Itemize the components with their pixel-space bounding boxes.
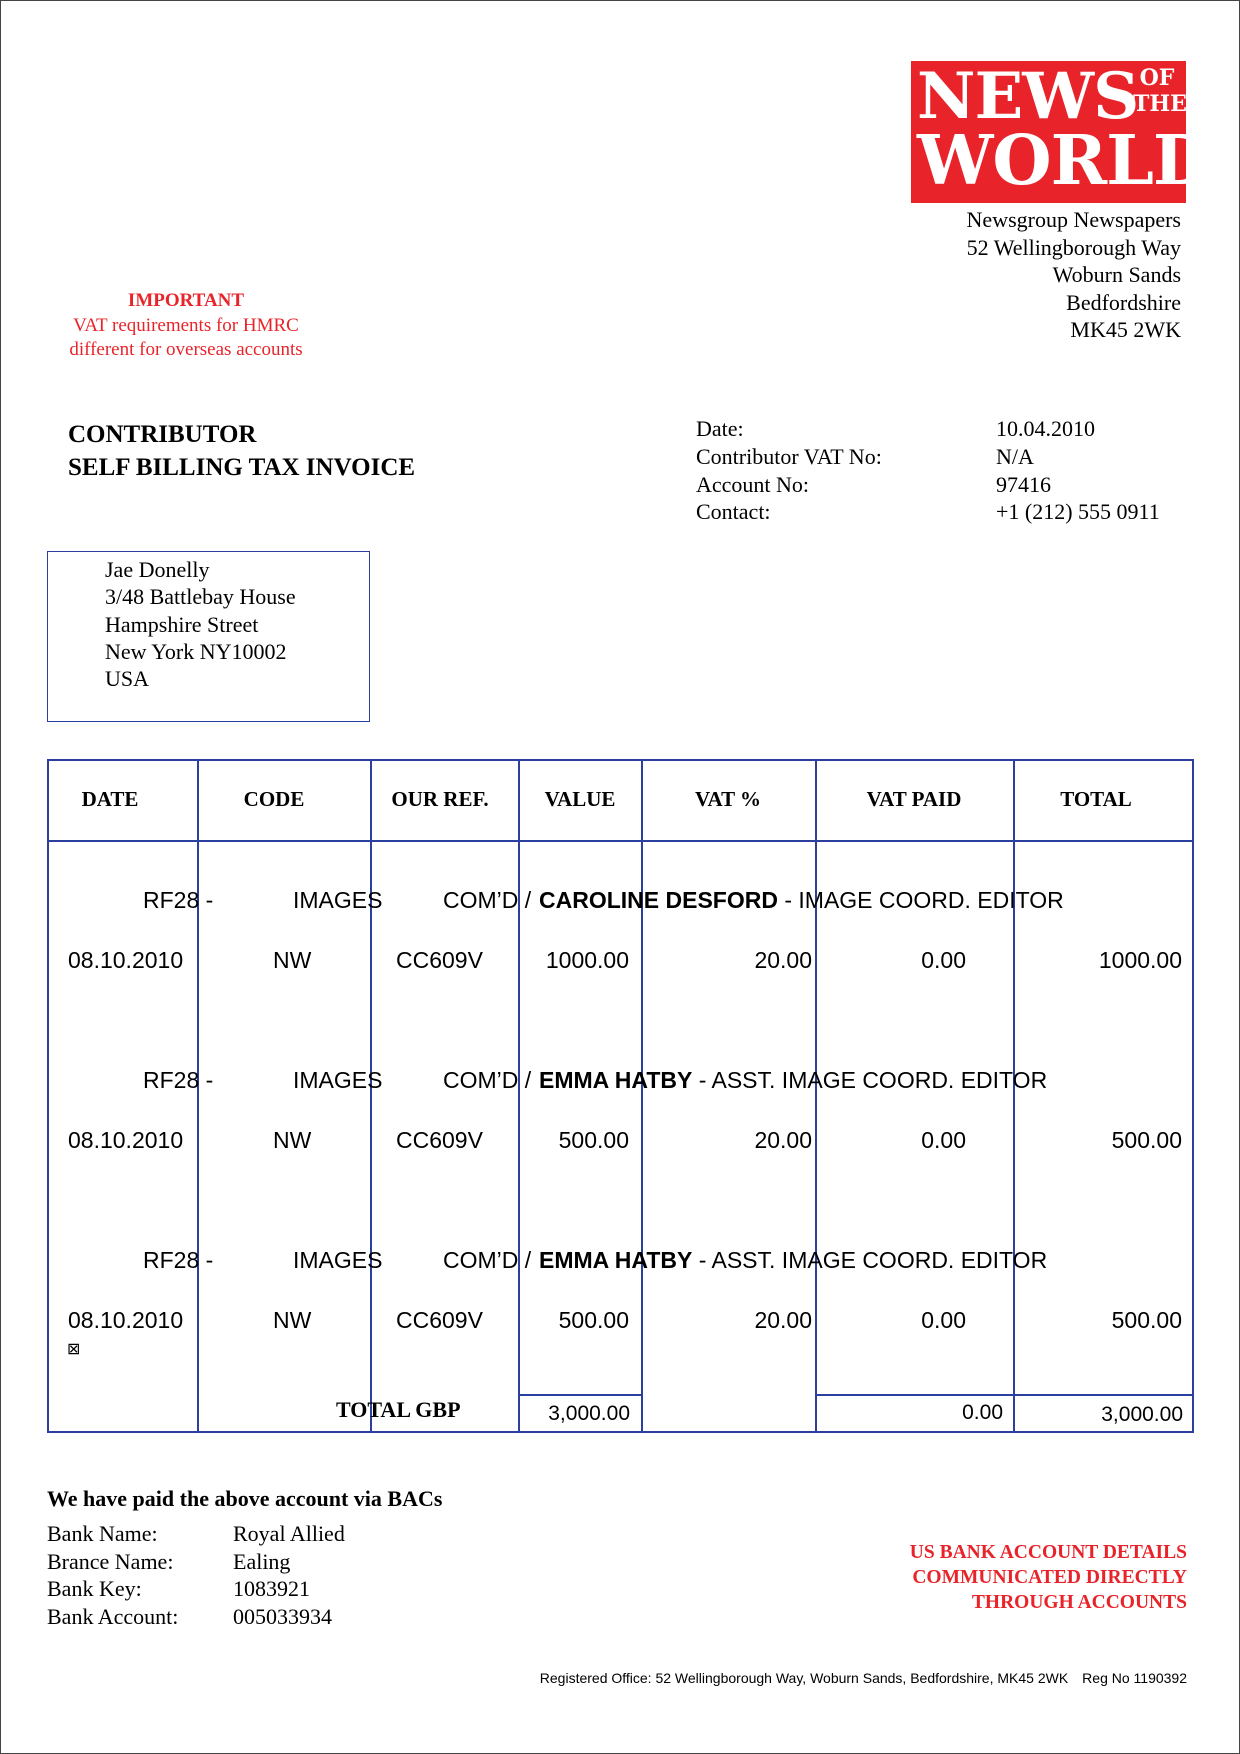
row-value: 500.00 (558, 1307, 629, 1333)
meta-label: Contributor VAT No: (696, 443, 882, 469)
company-address (967, 206, 1181, 344)
desc-person (539, 1067, 1047, 1093)
recipient-address (105, 556, 296, 692)
payment-heading: We have paid the above account via BACs (47, 1486, 443, 1511)
total-value: 3,000.00 (548, 1402, 630, 1425)
desc-person (539, 1247, 1047, 1273)
desc-role: - ASST. IMAGE COORD. EDITOR (692, 1247, 1048, 1273)
table-border-top (47, 759, 1194, 761)
row-ref: CC609V (396, 1127, 483, 1153)
meta-row-contact (696, 498, 1160, 526)
meta-row-vat (696, 443, 1160, 471)
desc-images: IMAGES (293, 1067, 383, 1093)
desc-prefix: RF28 - (143, 1067, 214, 1093)
header-vat-paid: VAT PAID (866, 787, 962, 811)
bank-row (47, 1575, 345, 1603)
meta-label: Account No: (696, 471, 810, 497)
desc-comd: COM’D / (443, 1067, 532, 1093)
footer (540, 1670, 1187, 1686)
row-total: 500.00 (1111, 1127, 1182, 1153)
header-date: DATE (81, 787, 139, 811)
row-date: 08.10.2010 (68, 947, 184, 973)
row-vat-paid: 0.00 (921, 1307, 966, 1333)
row-vat-pct: 20.00 (754, 1127, 812, 1153)
bank-details (47, 1520, 345, 1630)
meta-value: N/A (996, 443, 1034, 469)
row-vat-pct: 20.00 (754, 947, 812, 973)
desc-prefix: RF28 - (143, 887, 214, 913)
row-total: 1000.00 (1098, 947, 1182, 973)
company-address-line: Woburn Sands (1052, 262, 1181, 287)
registered-office: Registered Office: 52 Wellingborough Way, Woburn Sands, Bedfordshire, MK45 2WK (539, 1670, 1069, 1686)
meta-value: 97416 (996, 471, 1051, 497)
meta-row-date (696, 415, 1160, 443)
total-total: 3,000.00 (1101, 1403, 1183, 1426)
row-ref: CC609V (396, 947, 483, 973)
important-line: different for overseas accounts (69, 339, 303, 360)
logo-of: OF (1139, 65, 1175, 91)
bank-row (47, 1603, 345, 1631)
recipient-line: USA (105, 666, 150, 692)
table-header-divider (47, 840, 1194, 842)
meta-label: Contact: (696, 499, 771, 525)
desc-images: IMAGES (293, 1247, 383, 1273)
row-vat-paid: 0.00 (921, 1127, 966, 1153)
logo-line-2: WORLD (917, 121, 1211, 201)
company-address-line: 52 Wellingborough Way (966, 234, 1181, 260)
desc-role: - ASST. IMAGE COORD. EDITOR (692, 1067, 1048, 1093)
bank-value: 1083921 (233, 1576, 310, 1601)
bank-label: Brance Name: (47, 1548, 174, 1574)
company-address-line: Bedfordshire (1066, 289, 1181, 315)
recipient-address-box (47, 551, 370, 722)
total-vat-paid: 0.00 (962, 1401, 1003, 1424)
desc-prefix: RF28 - (143, 1247, 214, 1273)
us-note-line: US BANK ACCOUNT DETAILS (909, 1542, 1187, 1563)
invoice-title-line-2: SELF BILLING TAX INVOICE (68, 454, 416, 481)
important-note (41, 289, 331, 363)
desc-comd: COM’D / (443, 887, 532, 913)
logo-line-1: NEWS (917, 59, 1139, 134)
row-code: NW (273, 1307, 312, 1333)
header-vat-pct: VAT % (695, 787, 761, 811)
bank-row (47, 1520, 345, 1548)
row-glyph: ⊠ (67, 1341, 81, 1358)
desc-name: CAROLINE DESFORD (539, 887, 778, 913)
total-cell-top (518, 1394, 642, 1396)
us-note-line: COMMUNICATED DIRECTLY (912, 1567, 1187, 1588)
bank-label: Bank Key: (47, 1576, 142, 1601)
registration-number: Reg No 1190392 (1082, 1670, 1187, 1686)
table-border-right (1192, 759, 1194, 1433)
invoice-meta (696, 415, 1160, 526)
table-col-divider (197, 759, 199, 1433)
table-border-left (47, 759, 49, 1433)
company-address-line: MK45 2WK (1070, 317, 1181, 342)
row-vat-pct: 20.00 (754, 1307, 812, 1333)
us-bank-note (910, 1540, 1187, 1615)
row-date: 08.10.2010 (68, 1307, 184, 1333)
recipient-line: 3/48 Battlebay House (105, 584, 296, 610)
row-ref: CC609V (396, 1307, 483, 1333)
row-value: 500.00 (558, 1127, 629, 1153)
desc-name: EMMA HATBY (539, 1067, 693, 1093)
bank-row (47, 1548, 345, 1576)
meta-label: Date: (696, 416, 744, 441)
table-border-bottom (47, 1431, 1194, 1433)
invoice-title-line-1: CONTRIBUTOR (68, 421, 257, 448)
row-code: NW (273, 947, 312, 973)
row-date: 08.10.2010 (68, 1127, 184, 1153)
recipient-line: Hampshire Street (105, 611, 259, 637)
desc-images: IMAGES (293, 887, 383, 913)
recipient-line: Jae Donelly (105, 557, 210, 582)
important-line: VAT requirements for HMRC (73, 314, 299, 336)
row-code: NW (273, 1127, 312, 1153)
news-of-the-world-logo (911, 59, 1211, 203)
invoice-title (68, 418, 415, 484)
total-label: TOTAL GBP (336, 1397, 461, 1422)
desc-role: - IMAGE COORD. EDITOR (777, 887, 1064, 913)
row-vat-paid: 0.00 (921, 947, 966, 973)
bank-value: Ealing (233, 1548, 291, 1574)
meta-value: +1 (212) 555 0911 (996, 499, 1160, 525)
header-value: VALUE (544, 787, 616, 811)
bank-value: Royal Allied (233, 1521, 345, 1546)
logo-the: THE (1133, 91, 1187, 117)
company-address-line: Newsgroup Newspapers (966, 207, 1181, 232)
header-code: CODE (243, 787, 305, 811)
header-our-ref: OUR REF. (391, 787, 489, 811)
header-total: TOTAL (1060, 787, 1132, 811)
meta-value: 10.04.2010 (996, 416, 1095, 441)
important-heading: IMPORTANT (127, 290, 245, 311)
total-cell-top (815, 1394, 1194, 1396)
desc-comd: COM’D / (443, 1247, 532, 1273)
table-col-divider (370, 759, 372, 1433)
us-note-line: THROUGH ACCOUNTS (971, 1592, 1187, 1613)
recipient-line: New York NY10002 (105, 638, 287, 664)
desc-name: EMMA HATBY (539, 1247, 693, 1273)
row-value: 1000.00 (545, 947, 629, 973)
bank-value: 005033934 (233, 1603, 332, 1629)
desc-person (539, 887, 1064, 913)
row-total: 500.00 (1111, 1307, 1182, 1333)
bank-label: Bank Account: (47, 1603, 179, 1629)
bank-label: Bank Name: (47, 1521, 158, 1546)
meta-row-account (696, 471, 1160, 499)
